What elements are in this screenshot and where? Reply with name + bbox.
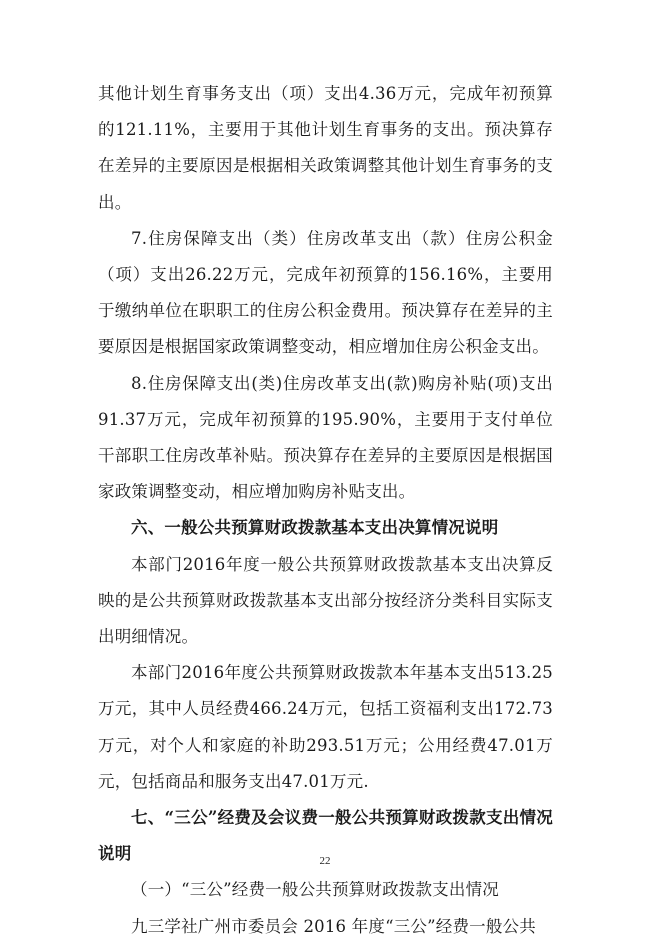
paragraph-housing-fund: 7.住房保障支出（类）住房改革支出（款）住房公积金（项）支出26.22万元，完成年初预算的156.16%，主要用于缴纳单位在职职工的住房公积金费用。预决算存在差异的主要原因是根据国家政策调整变动，相应增加住房公积金支出。 — [98, 228, 553, 357]
paragraph-three-public-start: 九三学社广州市委员会 2016 年度“三公”经费一般公共 — [131, 916, 536, 936]
section-heading-basic-expenditure: 六、一般公共预算财政拨款基本支出决算情况说明 — [131, 518, 499, 538]
paragraph-basic-expenditure-detail: 本部门2016年度公共预算财政拨款本年基本支出513.25万元，其中人员经费466.24万元，包括工资福利支出172.73万元，对个人和家庭的补助293.51万元；公用经费47.01万元，包括商品和服务支出47.01万元. — [98, 663, 553, 791]
paragraph-housing-subsidy: 8.住房保障支出(类)住房改革支出(款)购房补贴(项)支出91.37万元，完成年初预算的195.90%，主要用于支付单位干部职工住房改革补贴。预决算存在差异的主要原因是根据国家政策调整变动，相应增加购房补贴支出。 — [98, 373, 553, 502]
section-heading-three-public-expenses: 七、“三公”经费及会议费一般公共预算财政拨款支出情况说明 — [98, 808, 553, 864]
page-number: 22 — [319, 855, 331, 867]
paragraph-basic-expenditure-intro: 本部门2016年度一般公共预算财政拨款基本支出决算反映的是公共预算财政拨款基本支出部分按经济分类科目实际支出明细情况。 — [98, 554, 553, 647]
subsection-heading-three-public: （一）“三公”经费一般公共预算财政拨款支出情况 — [131, 880, 499, 900]
paragraph-family-planning-other: 其他计划生育事务支出（项）支出4.36万元，完成年初预算的121.11%，主要用于其他计划生育事务的支出。预决算存在差异的主要原因是根据相关政策调整其他计划生育事务的支出。 — [98, 84, 553, 212]
document-body — [98, 76, 553, 945]
